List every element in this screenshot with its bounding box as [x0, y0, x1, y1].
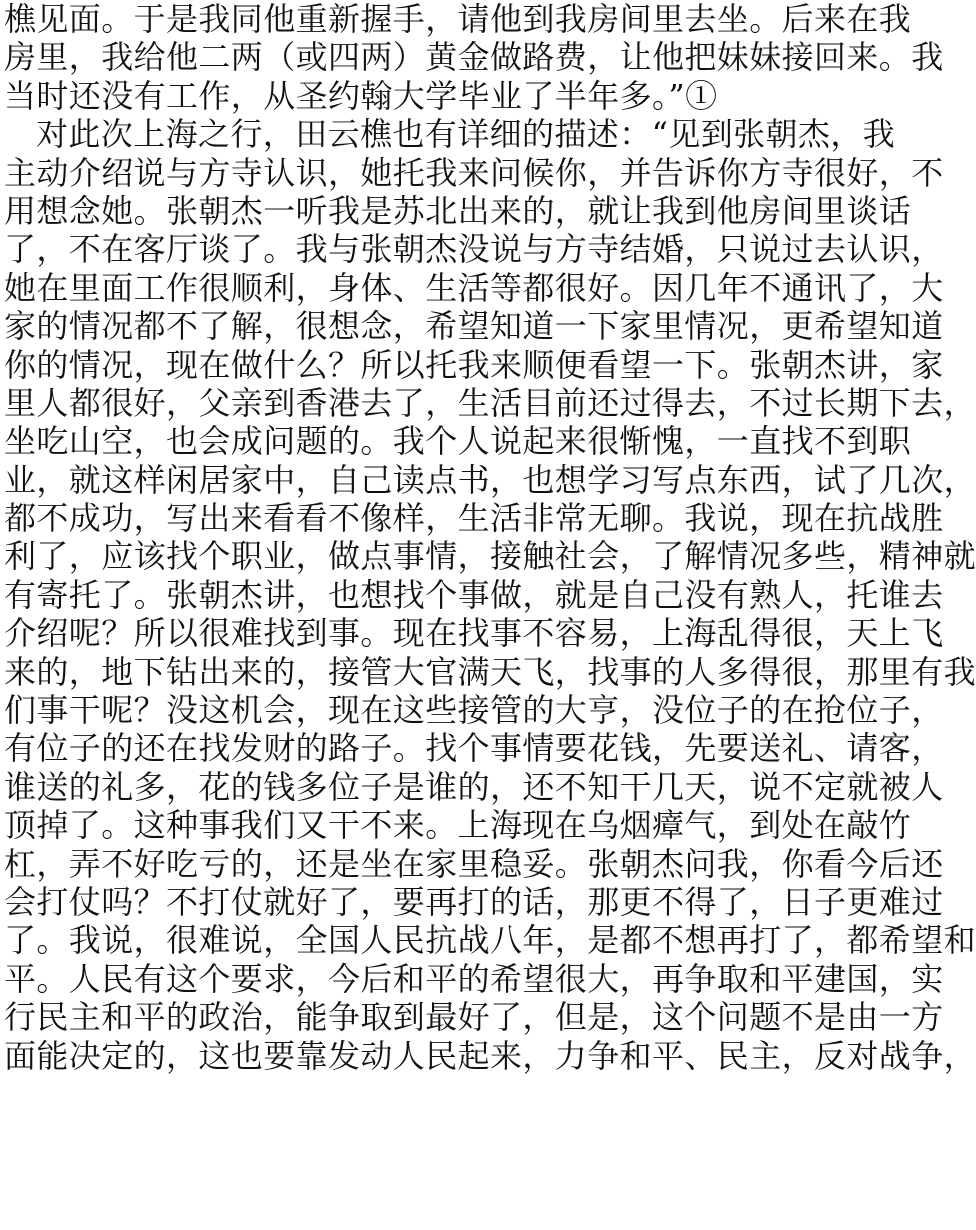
text-line-19: 们事干呢？没这机会，现在这些接管的大亨，没位子的在抢位子， [4, 691, 944, 730]
text-line-24: 会打仗吗？不打仗就好了，要再打的话，那更不得了，日子更难过 [4, 882, 944, 921]
text-line-15: 利了，应该找个职业，做点事情，接触社会，了解情况多些，精神就 [4, 537, 976, 576]
text-line-28: 面能决定的，这也要靠发动人民起来，力争和平、民主，反对战争， [4, 1036, 976, 1075]
text-line-17: 介绍呢？所以很难找到事。现在找事不容易，上海乱得很，天上飞 [4, 614, 944, 653]
text-line-01: 樵见面。于是我同他重新握手，请他到我房间里去坐。后来在我 [4, 0, 912, 38]
text-line-14: 都不成功，写出来看看不像样，生活非常无聊。我说，现在抗战胜 [4, 499, 944, 538]
text-line-06: 用想念她。张朝杰一听我是苏北出来的，就让我到他房间里谈话 [4, 191, 912, 230]
text-line-05: 主动介绍说与方寺认识，她托我来问候你，并告诉你方寺很好，不 [4, 153, 944, 192]
text-line-07: 了，不在客厅谈了。我与张朝杰没说与方寺结婚，只说过去认识， [4, 230, 944, 269]
text-line-09: 家的情况都不了解，很想念，希望知道一下家里情况，更希望知道 [4, 307, 944, 346]
text-line-23: 杠，弄不好吃亏的，还是坐在家里稳妥。张朝杰问我，你看今后还 [4, 844, 944, 883]
text-line-21: 谁送的礼多，花的钱多位子是谁的，还不知干几天，说不定就被人 [4, 767, 944, 806]
text-line-18: 来的，地下钻出来的，接管大官满天飞，找事的人多得很，那里有我 [4, 652, 976, 691]
text-line-16: 有寄托了。张朝杰讲，也想找个事做，就是自己没有熟人，托谁去 [4, 575, 944, 614]
text-line-27: 行民主和平的政治，能争取到最好了，但是，这个问题不是由一方 [4, 998, 944, 1037]
text-line-04: 对此次上海之行，田云樵也有详细的描述：“见到张朝杰，我 [36, 115, 896, 154]
text-line-08: 她在里面工作很顺利，身体、生活等都很好。因几年不通讯了，大 [4, 268, 944, 307]
text-line-22: 顶掉了。这种事我们又干不来。上海现在乌烟瘴气，到处在敲竹 [4, 806, 912, 845]
text-line-11: 里人都很好，父亲到香港去了，生活目前还过得去，不过长期下去， [4, 383, 976, 422]
text-line-20: 有位子的还在找发财的路子。找个事情要花钱，先要送礼、请客， [4, 729, 944, 768]
text-line-26: 平。人民有这个要求，今后和平的希望很大，再争取和平建国，实 [4, 959, 944, 998]
text-line-02: 房里，我给他二两（或四两）黄金做路费，让他把妹妹接回来。我 [4, 38, 944, 77]
text-line-10: 你的情况，现在做什么？所以托我来顺便看望一下。张朝杰讲，家 [4, 345, 944, 384]
text-line-25: 了。我说，很难说，全国人民抗战八年，是都不想再打了，都希望和 [4, 921, 976, 960]
text-line-13: 业，就这样闲居家中，自己读点书，也想学习写点东西，试了几次， [4, 460, 976, 499]
text-line-12: 坐吃山空，也会成问题的。我个人说起来很惭愧，一直找不到职 [4, 422, 912, 461]
text-line-03: 当时还没有工作，从圣约翰大学毕业了半年多。”① [4, 76, 718, 115]
